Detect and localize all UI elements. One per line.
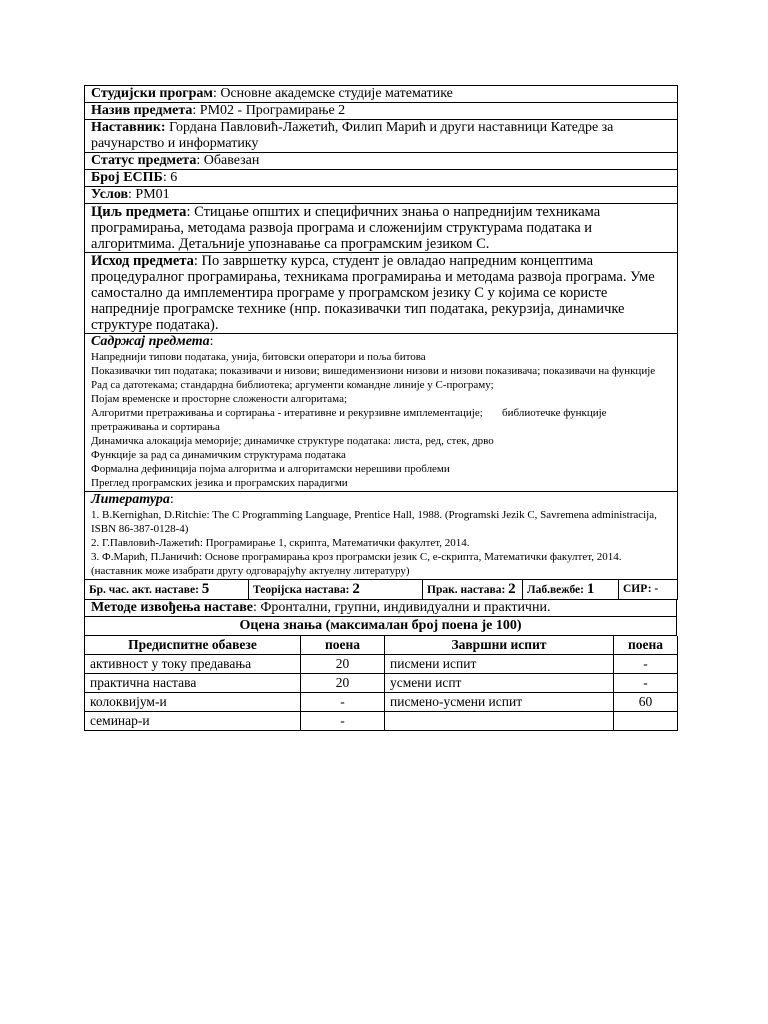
final-exam: писмени испит	[385, 655, 614, 674]
ects-label: Број ЕСПБ	[91, 170, 163, 185]
literature-label: Литература	[91, 492, 170, 507]
theory-hours-value: 2	[352, 581, 360, 597]
content-item: Алгоритми претраживања и сортирања - итеративне и рекурзивне имплементације; библиотечке функције претраживања и сортирања	[91, 407, 610, 433]
final-points: -	[614, 674, 678, 693]
methods-table	[84, 600, 677, 636]
pre-obligation: активност у току предавања	[85, 655, 301, 674]
literature-item: 1. B.Kernighan, D.Ritchie: The C Programming Language, Prentice Hall, 1988. (Programski Jezik C, Savremena administracija, ISBN 86-387-0128-4)	[91, 509, 657, 535]
active-hours-value: 5	[201, 581, 210, 597]
study-program-value: : Основне академске студије математике	[212, 86, 453, 101]
teacher-label: Наставник:	[91, 120, 166, 135]
active-hours-label: Бр. час. акт. наставе:	[89, 584, 199, 596]
lab-hours-value: 1	[586, 581, 595, 597]
row-course-status	[85, 153, 678, 170]
table-row	[85, 674, 678, 693]
course-goal-label: Циљ предмета	[91, 204, 187, 220]
row-teacher	[85, 120, 678, 153]
grading-col-pre: Предиспитне обавезе	[85, 636, 301, 655]
pre-obligation: семинар-и	[85, 712, 301, 731]
literature-item: 3. Ф.Марић, П.Јаничић: Основе програмирања кроз програмски језик С, е-скрипта, Математички факултет, 2014.	[91, 551, 622, 563]
content-item: Појам временске и просторне сложености алгоритама;	[91, 393, 348, 405]
grading-table	[84, 636, 678, 731]
literature-colon: :	[169, 492, 174, 507]
final-points	[614, 712, 678, 731]
grading-col-pre-points: поена	[301, 636, 385, 655]
prerequisite-label: Услов	[91, 187, 129, 202]
practice-hours-value: 2	[508, 581, 516, 597]
prerequisite-value: : РМ01	[128, 187, 170, 202]
pre-obligation: практична настава	[85, 674, 301, 693]
teaching-methods-label: Методе извођења наставе	[91, 600, 253, 615]
course-outcome-value: : По завршетку курса, студент је овладао напредним концептима процедуралног програмирања, техникама програмирања и методама развоја програма. Уме самостално да имплементира програме у програмском језику С у којима се користе напредније програмске технике (нпр. показивачки тип података, рекурзија, динамичке структуре података).	[91, 253, 655, 333]
table-row	[85, 655, 678, 674]
course-status-label: Статус предмета	[91, 153, 197, 168]
literature-item: 2. Г.Павловић-Лажетић: Програмирање 1, скрипта, Математички факултет, 2014.	[91, 537, 470, 549]
course-outcome-label: Исход предмета	[91, 253, 194, 269]
row-literature	[85, 492, 678, 580]
row-course-name	[85, 103, 678, 120]
teaching-methods-value: : Фронтални, групни, индивидуални и практични.	[252, 600, 551, 615]
grading-header-row	[85, 636, 678, 655]
teacher-value: Гордана Павловић-Лажетић, Филип Марић и други наставници Катедре за рачунарство и информатику	[91, 120, 614, 151]
pre-points: -	[301, 693, 385, 712]
pre-points: 20	[301, 674, 385, 693]
grading-col-final: Завршни испит	[385, 636, 614, 655]
content-item: Преглед програмских језика и програмских парадигми	[91, 477, 348, 489]
pre-obligation: колоквијум-и	[85, 693, 301, 712]
course-name-value: : РМ02 - Програмирање 2	[192, 103, 346, 118]
row-ects	[85, 170, 678, 187]
final-points: -	[614, 655, 678, 674]
content-item: Функције за рад са динамичким структурама података	[91, 449, 346, 461]
final-points: 60	[614, 693, 678, 712]
pre-points: 20	[301, 655, 385, 674]
course-content-colon: :	[209, 334, 214, 349]
row-teaching-methods	[85, 600, 677, 617]
content-item: Показивачки тип података; показивачи и низови; вишедимензиони низови и низови показивача; показивачи на функције	[91, 365, 656, 377]
content-item: Напреднији типови података, унија, битовски оператори и поља битова	[91, 351, 426, 363]
grading-col-final-points: поена	[614, 636, 678, 655]
table-row	[85, 693, 678, 712]
final-exam: писмено-усмени испит	[385, 693, 614, 712]
practice-hours-label: Прак. настава:	[427, 584, 506, 596]
literature-item: (наставник може изабрати другу одговарајућу актуелну литературу)	[91, 565, 410, 577]
course-name-label: Назив предмета	[91, 103, 193, 118]
row-course-content	[85, 334, 678, 492]
content-item: Динамичка алокација меморије; динамичке структуре података: листа, ред, стек, дрво	[91, 435, 494, 447]
study-program-label: Студијски програм	[91, 86, 213, 101]
course-status-value: : Обавезан	[196, 153, 260, 168]
lab-hours-label: Лаб.вежбе:	[527, 584, 584, 596]
course-syllabus-table	[84, 85, 677, 731]
content-item: Формална дефиниција појма алгоритма и алгоритамски нерешиви проблеми	[91, 463, 450, 475]
content-item: Рад са датотекама; стандардна библиотека; аргументи командне линије у С-програму;	[91, 379, 494, 391]
row-study-program	[85, 86, 678, 103]
pre-points: -	[301, 712, 385, 731]
row-course-outcome	[85, 253, 678, 334]
course-content-label: Садржај предмета	[91, 334, 210, 349]
final-exam	[385, 712, 614, 731]
row-course-goal	[85, 204, 678, 253]
theory-hours-label: Теорijска настава:	[253, 584, 350, 596]
row-prerequisite	[85, 187, 678, 204]
table-row	[85, 712, 678, 731]
syllabus-main-table	[84, 85, 678, 580]
row-grading-title	[85, 617, 677, 636]
sir-label: СИР: -	[623, 583, 659, 595]
ects-value: : 6	[162, 170, 178, 185]
row-hours	[85, 580, 678, 600]
grading-title: Оцена знања (максималан број поена је 100)	[85, 617, 677, 636]
final-exam: усмени испт	[385, 674, 614, 693]
hours-table	[84, 580, 678, 600]
course-goal-value: : Стицање општих и специфичних знања о напреднијим техникама програмирања, методама развоја програма и сложенијим структурама података и алгоритмима. Детаљније упознавање са програмским језиком С.	[91, 204, 601, 252]
